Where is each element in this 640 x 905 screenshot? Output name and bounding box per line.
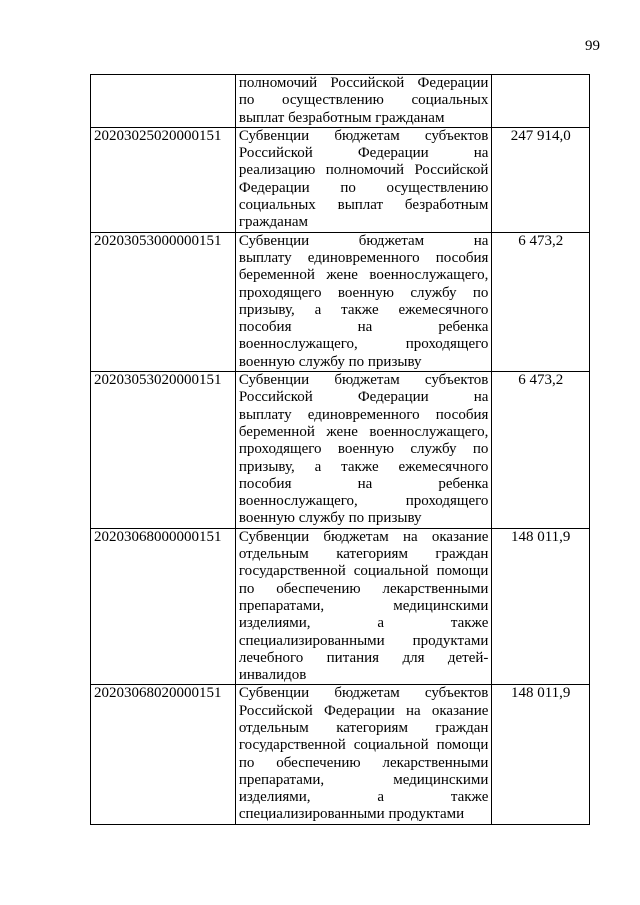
description-line: реализацию полномочий Российской bbox=[238, 162, 489, 179]
description-line: беременной жене военнослужащего, bbox=[238, 423, 489, 440]
table-row bbox=[91, 75, 590, 128]
description-line: государственной социальной помощи bbox=[238, 563, 489, 580]
description-line: Российской Федерации на bbox=[238, 389, 489, 406]
amount-cell: 6 473,2 bbox=[492, 232, 590, 371]
description-cell bbox=[235, 528, 492, 685]
description-cell bbox=[235, 75, 492, 128]
description-line: по обеспечению лекарственными bbox=[238, 580, 489, 597]
description-line: социальных выплат безработным bbox=[238, 197, 489, 214]
budget-code-cell: 20203068000000151 bbox=[91, 528, 236, 685]
description-line: лечебного питания для детей- bbox=[238, 649, 489, 666]
description-line: изделиями, а также bbox=[238, 789, 489, 806]
description-line: Российской Федерации на оказание bbox=[238, 702, 489, 719]
description-line: изделиями, а также bbox=[238, 615, 489, 632]
description-line: Субвенции бюджетам субъектов bbox=[238, 372, 489, 389]
amount-cell: 6 473,2 bbox=[492, 372, 590, 529]
table-row bbox=[91, 372, 590, 529]
description-line: специализированными продуктами bbox=[238, 632, 489, 649]
budget-code-cell: 20203068020000151 bbox=[91, 685, 236, 824]
description-line: призыву, а также ежемесячного bbox=[238, 301, 489, 318]
amount-cell bbox=[492, 75, 590, 128]
description-line: Российской Федерации на bbox=[238, 145, 489, 162]
budget-code-cell: 20203053020000151 bbox=[91, 372, 236, 529]
amount-cell: 148 011,9 bbox=[492, 685, 590, 824]
budget-code-cell: 20203053000000151 bbox=[91, 232, 236, 371]
page-number: 99 bbox=[585, 38, 600, 54]
description-line: военную службу по призыву bbox=[238, 510, 422, 527]
description-line: военнослужащего, проходящего bbox=[238, 493, 489, 510]
budget-table-body bbox=[91, 75, 590, 825]
description-cell bbox=[235, 372, 492, 529]
description-line: пособия на ребенка bbox=[238, 475, 489, 492]
description-line: препаратами, медицинскими bbox=[238, 771, 489, 788]
table-row bbox=[91, 232, 590, 371]
description-line: беременной жене военнослужащего, bbox=[238, 267, 489, 284]
description-line: препаратами, медицинскими bbox=[238, 597, 489, 614]
description-line: военнослужащего, проходящего bbox=[238, 336, 489, 353]
description-line: государственной социальной помощи bbox=[238, 737, 489, 754]
description-line: призыву, а также ежемесячного bbox=[238, 458, 489, 475]
description-line: инвалидов bbox=[238, 667, 307, 684]
budget-table bbox=[90, 74, 590, 825]
description-line: Субвенции бюджетам субъектов bbox=[238, 127, 489, 144]
description-line: Субвенции бюджетам на bbox=[238, 232, 489, 249]
description-cell bbox=[235, 127, 492, 232]
description-cell bbox=[235, 232, 492, 371]
amount-cell: 148 011,9 bbox=[492, 528, 590, 685]
table-row bbox=[91, 685, 590, 824]
description-line: специализированными продуктами bbox=[238, 806, 465, 823]
description-line: проходящего военную службу по bbox=[238, 441, 489, 458]
description-line: полномочий Российской Федерации bbox=[238, 75, 489, 91]
budget-code-cell: 20203025020000151 bbox=[91, 127, 236, 232]
description-line: отдельным категориям граждан bbox=[238, 546, 489, 563]
description-line: пособия на ребенка bbox=[238, 319, 489, 336]
description-cell bbox=[235, 685, 492, 824]
table-row bbox=[91, 528, 590, 685]
description-line: по осуществлению социальных bbox=[238, 92, 489, 109]
description-line: военную службу по призыву bbox=[238, 353, 422, 370]
description-line: выплат безработным гражданам bbox=[238, 109, 445, 126]
description-line: отдельным категориям граждан bbox=[238, 719, 489, 736]
description-line: проходящего военную службу по bbox=[238, 284, 489, 301]
description-line: гражданам bbox=[238, 214, 308, 231]
table-row bbox=[91, 127, 590, 232]
budget-code-cell bbox=[91, 75, 236, 128]
amount-cell: 247 914,0 bbox=[492, 127, 590, 232]
description-line: Субвенции бюджетам субъектов bbox=[238, 685, 489, 702]
description-line: Субвенции бюджетам на оказание bbox=[238, 528, 489, 545]
description-line: выплату единовременного пособия bbox=[238, 406, 489, 423]
description-line: Федерации по осуществлению bbox=[238, 179, 489, 196]
description-line: по обеспечению лекарственными bbox=[238, 754, 489, 771]
description-line: выплату единовременного пособия bbox=[238, 249, 489, 266]
